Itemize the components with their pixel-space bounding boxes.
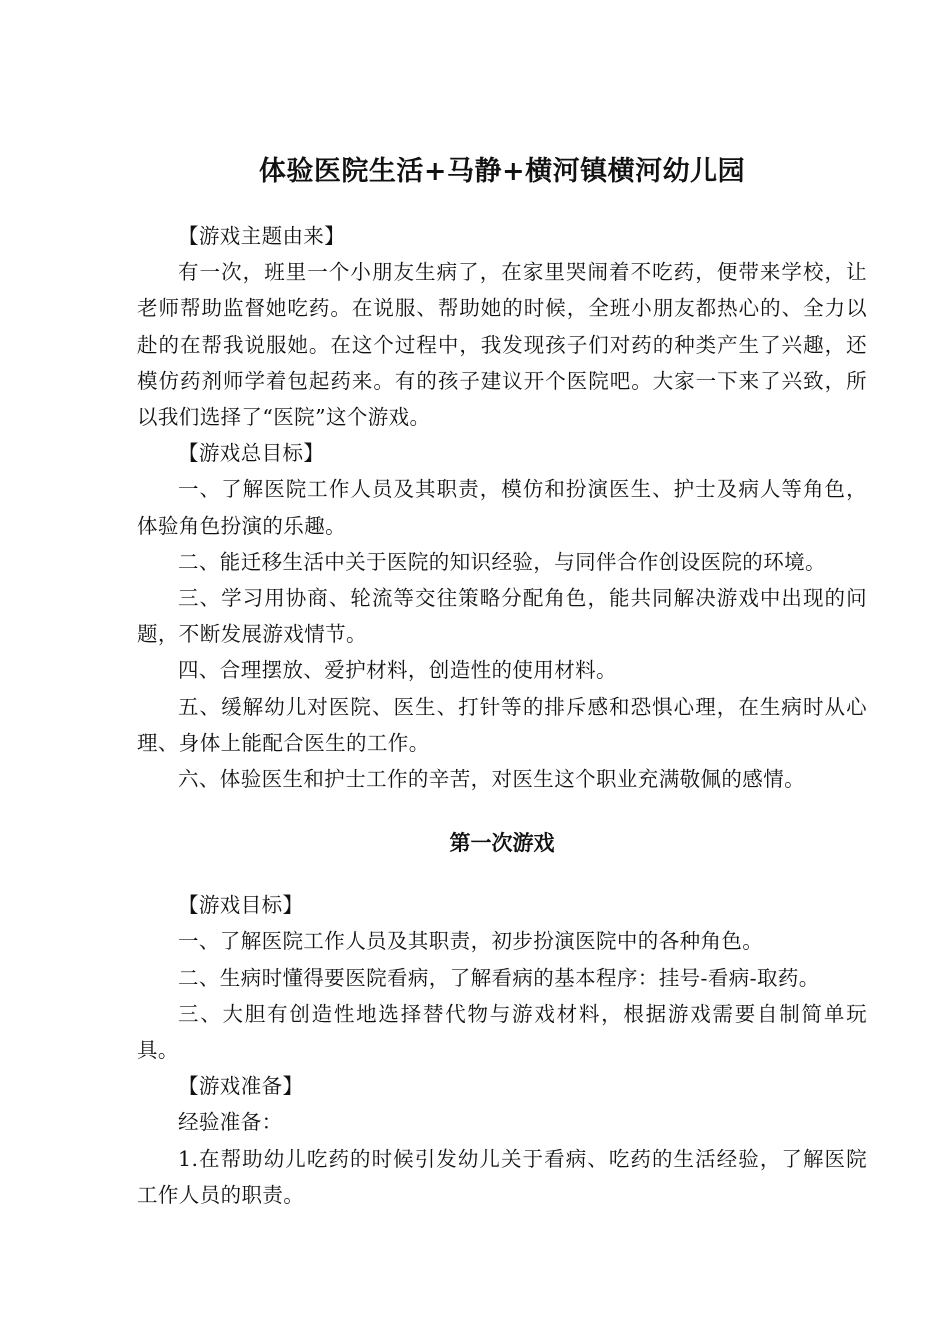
preparation-subheading: 经验准备： <box>178 1110 283 1135</box>
overall-goal-item: 三、学习用协商、轮流等交往策略分配角色，能共同解决游戏中出现的问题，不断发展游戏情节。 <box>137 586 867 647</box>
game-goal-item: 一、了解医院工作人员及其职责，初步扮演医院中的各种角色。 <box>178 929 764 954</box>
document-page <box>137 150 867 1213</box>
origin-heading: 【游戏主题由来】 <box>178 224 346 248</box>
overall-goals-heading: 【游戏总目标】 <box>178 441 325 466</box>
document-title: 体验医院生活+马静+横河镇横河幼儿园 <box>258 156 746 187</box>
origin-paragraph: 有一次，班里一个小朋友生病了，在家里哭闹着不吃药，便带来学校，让老师帮助监督她吃药。在说服、帮助她的时候，全班小朋友都热心的、全力以赴的在帮我说服她。在这个过程中，我发现孩子们对药的种类产生了兴趣，还模仿药剂师学着包起药来。有的孩子建议开个医院吧。大家一下来了兴致，所以我们选择了“医院”这个游戏。 <box>137 260 867 430</box>
overall-goal-item: 一、了解医院工作人员及其职责，模仿和扮演医生、护士及病人等角色，体验角色扮演的乐趣。 <box>137 477 867 538</box>
game-goals-heading: 【游戏目标】 <box>178 893 304 918</box>
game-goal-item: 二、生病时懂得要医院看病，了解看病的基本程序：挂号-看病-取药。 <box>178 965 820 990</box>
preparation-item: 1.在帮助幼儿吃药的时候引发幼儿关于看病、吃药的生活经验，了解医院工作人员的职责。 <box>137 1146 867 1207</box>
overall-goal-item: 四、合理摆放、爱护材料，创造性的使用材料。 <box>178 658 617 683</box>
overall-goal-item: 二、能迁移生活中关于医院的知识经验，与同伴合作创设医院的环境。 <box>178 549 826 574</box>
overall-goal-item: 六、体验医生和护士工作的辛苦，对医生这个职业充满敬佩的感情。 <box>178 767 805 792</box>
preparation-heading: 【游戏准备】 <box>178 1074 304 1099</box>
overall-goal-item: 五、缓解幼儿对医院、医生、打针等的排斥感和恐惧心理，在生病时从心理、身体上能配合医生的工作。 <box>137 694 867 755</box>
game-goal-item: 三、大胆有创造性地选择替代物与游戏材料，根据游戏需要自制简单玩具。 <box>137 1001 867 1063</box>
section-title-first-game: 第一次游戏 <box>449 830 555 856</box>
